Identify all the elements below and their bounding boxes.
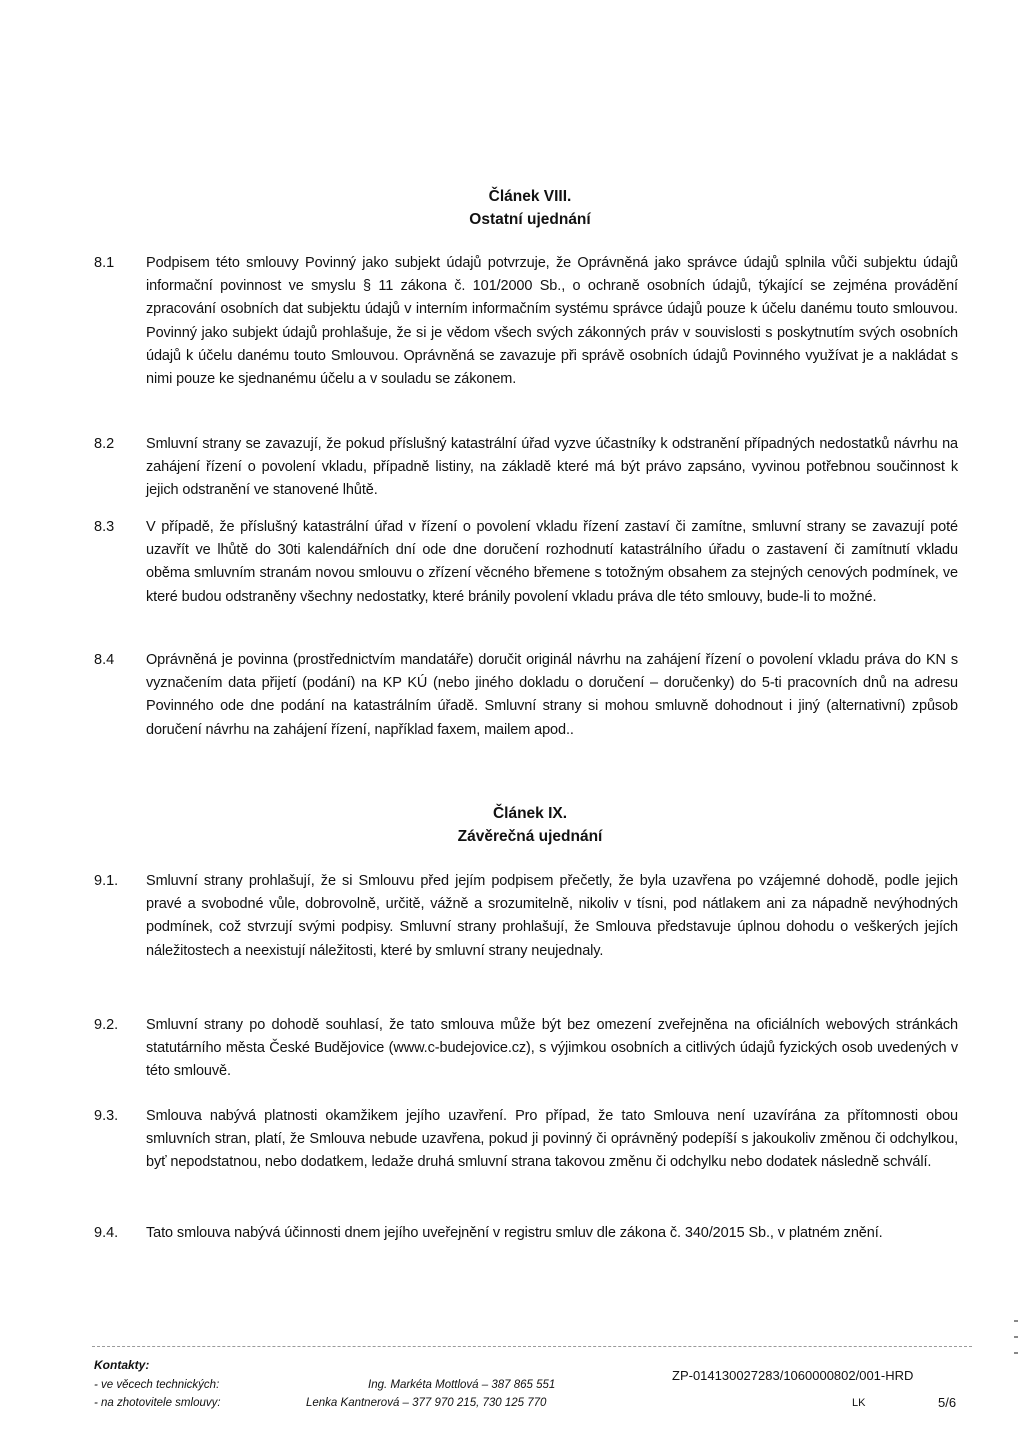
scan-edge-mark <box>1014 1352 1018 1354</box>
footer-page-number: 5/6 <box>938 1395 957 1410</box>
paragraph-text: Tato smlouva nabývá účinnosti dnem jejího uveřejnění v registru smluv dle zákona č. 340/2015 Sb., v platném znění. <box>146 1225 883 1241</box>
article-8-heading <box>0 186 1024 231</box>
paragraph-number: 9.1. <box>94 873 119 889</box>
paragraph-number: 9.4. <box>94 1225 119 1241</box>
paragraph-text: Smluvní strany po dohodě souhlasí, že tato smlouva může být bez omezení zveřejněna na oficiálních webových stránkách statutárního města České Budějovice (www.c-budejovice.cz), s výjimkou osobních a citlivých údajů fyzických osob uvedených v této smlouvě. <box>146 1017 958 1080</box>
footer-technical-label: - ve věcech technických: <box>94 1379 220 1391</box>
article-9-subtitle: Závěrečná ujednání <box>457 828 603 845</box>
article-9-title: Článek IX. <box>492 805 568 822</box>
footer-reference: ZP-014130027283/1060000802/001-HRD <box>672 1368 914 1383</box>
footer-initials: LK <box>852 1397 866 1409</box>
footer-contract-contact: Lenka Kantnerová – 377 970 215, 730 125 770 <box>306 1397 547 1409</box>
footer-contract-label: - na zhotovitele smlouvy: <box>94 1397 221 1409</box>
paragraph-number: 9.3. <box>94 1108 119 1124</box>
paragraph-number: 8.3 <box>94 519 115 535</box>
footer-divider <box>92 1346 972 1347</box>
paragraph-number: 9.2. <box>94 1017 119 1033</box>
paragraph-text: V případě, že příslušný katastrální úřad v řízení o povolení vkladu řízení zastaví či zamítne, smluvní strany se zavazují poté uzavřít ve lhůtě do 30ti kalendářních dní ode dne doručení rozhodnutí katastrálního úřadu o zastavení či zamítnutí vkladu oběma smluvním stranám novou smlouvu o zřízení věcného břemene s totožným obsahem za stejných cenových podmínek, ve které budou odstraněny všechny nedostatky, které bránily povolení vkladu práva dle této smlouvy, bude-li to možné. <box>146 519 958 605</box>
paragraph-number: 8.1 <box>94 255 115 271</box>
article-8-title: Článek VIII. <box>488 188 572 205</box>
paragraph-text: Podpisem této smlouvy Povinný jako subjekt údajů potvrzuje, že Oprávněná jako správce údajů splnila vůči subjektu údajů informační povinnost ve smyslu § 11 zákona č. 101/2000 Sb., o ochraně osobních údajů, týkající se zejména provádění zpracování osobních dat subjektu údajů v interním informačním systému správce údajů pouze k účelu danému touto smlouvou. Povinný jako subjekt údajů prohlašuje, že si je vědom všech svých zákonných práv v souvislosti s poskytnutím svých osobních údajů k účelu danému touto Smlouvou. Oprávněná se zavazuje při správě osobních údajů Povinného využívat je a nakládat s nimi pouze ke sjednanému účelu a v souladu se zákonem. <box>146 255 958 388</box>
paragraph-text: Oprávněná je povinna (prostřednictvím mandatáře) doručit originál návrhu na zahájení řízení o povolení vkladu práva do KN s vyznačením data přijetí (podání) na KP KÚ (nebo jiného dokladu o doručení – doručenky) do 5-ti pracovních dnů na adresu Povinného ode dne podání na katastrálním úřadě. Smluvní strany si mohou smluvně dohodnout i jiný (alternativní) způsob doručení návrhu na zahájení řízení, například faxem, mailem apod.. <box>146 652 958 738</box>
scan-edge-mark <box>1014 1320 1018 1322</box>
article-8-subtitle: Ostatní ujednání <box>469 211 591 228</box>
paragraph-number: 8.2 <box>94 436 115 452</box>
footer-contacts-label: Kontakty: <box>94 1358 150 1372</box>
article-9-heading <box>0 803 1024 848</box>
paragraph-number: 8.4 <box>94 652 115 668</box>
paragraph-text: Smlouva nabývá platnosti okamžikem jejího uzavření. Pro případ, že tato Smlouva není uzavírána za přítomnosti obou smluvních stran, platí, že Smlouva nebude uzavřena, pokud ji povinný či oprávněný podepíší s jakoukoliv změnou či odchylkou, byť nepodstatnou, nebo dodatkem, ledaže druhá smluvní strana takovou změnu či odchylku nebo dodatek následně schválí. <box>146 1108 958 1171</box>
paragraph-text: Smluvní strany prohlašují, že si Smlouvu před jejím podpisem přečetly, že byla uzavřena po vzájemné dohodě, podle jejich pravé a svobodné vůle, dobrovolně, určitě, vážně a srozumitelně, nikoliv v tísni, pod nátlakem ani za nápadně nevýhodných podmínek, což stvrzují svými podpisy. Smluvní strany prohlašují, že Smlouva představuje úplnou dohodu o veškerých jejích náležitostech a neexistují náležitosti, které by smluvní strany neujednaly. <box>146 873 958 959</box>
scan-edge-mark <box>1014 1336 1018 1338</box>
footer-technical-contact: Ing. Markéta Mottlová – 387 865 551 <box>368 1379 556 1391</box>
paragraph-text: Smluvní strany se zavazují, že pokud příslušný katastrální úřad vyzve účastníky k odstranění případných nedostatků návrhu na zahájení řízení o povolení vkladu, případně listiny, na základě které má být právo zapsáno, vyvinou potřebnou součinnost k jejich odstranění ve stanovené lhůtě. <box>146 436 958 499</box>
